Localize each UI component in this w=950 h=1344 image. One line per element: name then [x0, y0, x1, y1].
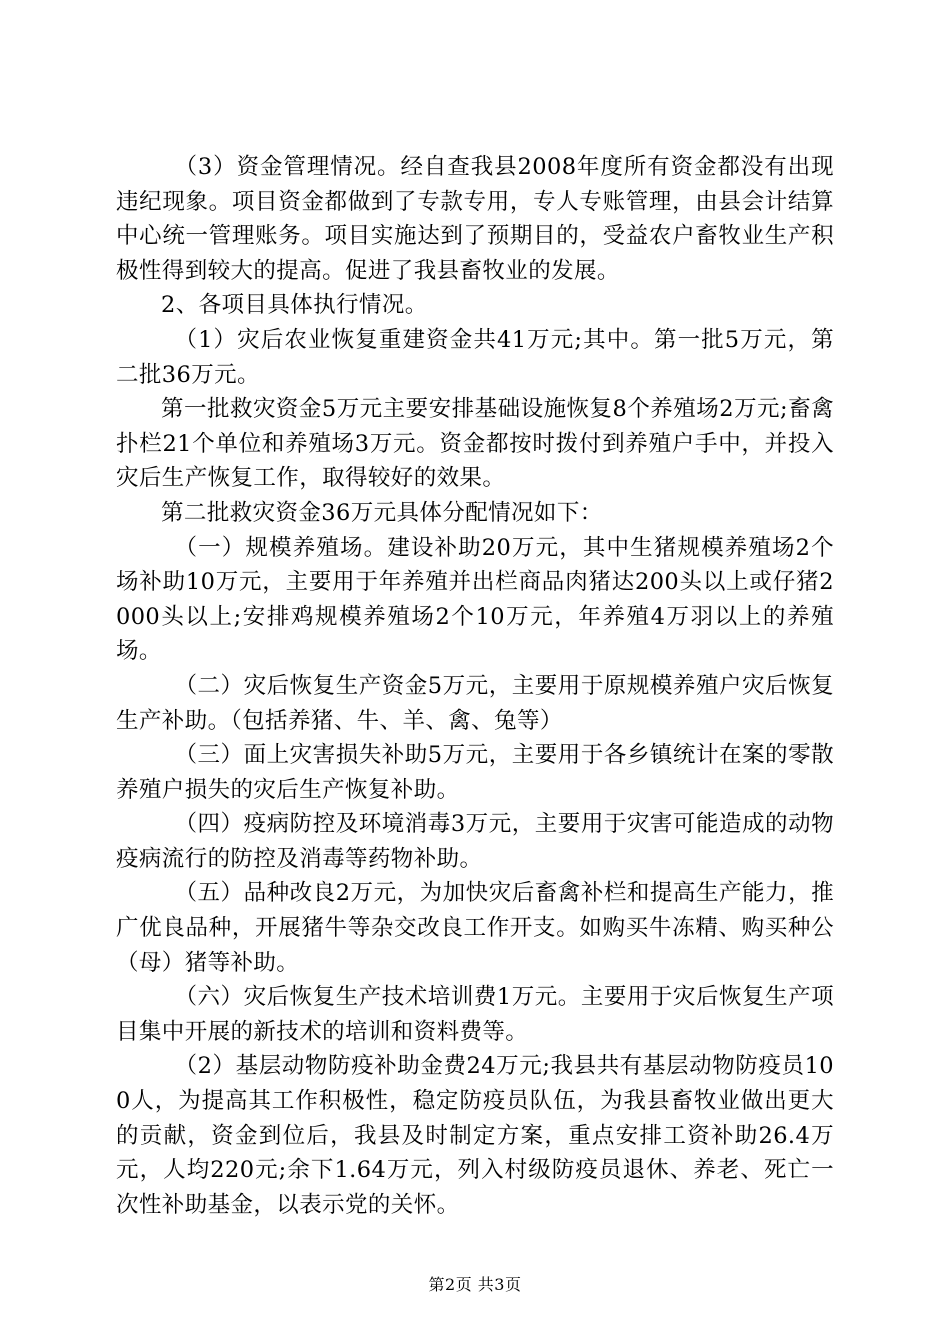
page-footer: 第2页 共3页: [428, 1275, 522, 1294]
paragraph-item-6-training: （六）灾后恢复生产技术培训费1万元。主要用于灾后恢复生产项目集中开展的新技术的培训和资料费等。: [116, 984, 834, 1045]
document-body: [116, 150, 834, 1222]
paragraph-item-3-loss-subsidy: （三）面上灾害损失补助5万元，主要用于各乡镇统计在案的零散养殖户损失的灾后生产恢复补助。: [116, 742, 834, 803]
paragraph-item-2-recovery-funds: （二）灾后恢复生产资金5万元，主要用于原规模养殖户灾后恢复生产补助。（包括养猪、牛、羊、禽、兔等）: [116, 672, 834, 734]
paragraph-item-4-disease-control: （四）疫病防控及环境消毒3万元，主要用于灾害可能造成的动物疫病流行的防控及消毒等药物补助。: [116, 811, 834, 872]
paragraph-fund-management: （3）资金管理情况。经自查我县2008年度所有资金都没有出现违纪现象。项目资金都做到了专款专用，专人专账管理，由县会计结算中心统一管理账务。项目实施达到了预期目的，受益农户畜牧业生产积极性得到较大的提高。促进了我县畜牧业的发展。: [116, 154, 834, 284]
paragraph-reconstruction-funds: （1）灾后农业恢复重建资金共41万元;其中。第一批5万元，第二批36万元。: [116, 326, 834, 388]
paragraph-item-1-scale-farms: （一）规模养殖场。建设补助20万元，其中生猪规模养殖场2个场补助10万元，主要用于年养殖并出栏商品肉猪达200头以上或仔猪2000头以上;安排鸡规模养殖场2个10万元，年养殖4万羽以上的养殖场。: [116, 534, 834, 665]
paragraph-second-batch-intro: 第二批救灾资金36万元具体分配情况如下：: [161, 499, 603, 526]
paragraph-item-5-breed-improvement: （五）品种改良2万元，为加快灾后畜禽补栏和提高生产能力，推广优良品种，开展猪牛等杂交改良工作开支。如购买牛冻精、购买种公（母）猪等补助。: [116, 880, 834, 976]
paragraph-first-batch: 第一批救灾资金5万元主要安排基础设施恢复8个养殖场2万元;畜禽扑栏21个单位和养殖场3万元。资金都按时拨付到养殖户手中，并投入灾后生产恢复工作，取得较好的效果。: [116, 396, 834, 492]
paragraph-epidemic-prevention-subsidy: （2）基层动物防疫补助金费24万元;我县共有基层动物防疫员100人，为提高其工作积极性，稳定防疫员队伍，为我县畜牧业做出更大的贡献，资金到位后，我县及时制定方案，重点安排工资补助26.4万元，人均220元;余下1.64万元，列入村级防疫员退休、养老、死亡一次性补助基金，以表示党的关怀。: [116, 1053, 834, 1218]
paragraph-project-execution-heading: 2、各项目具体执行情况。: [161, 292, 428, 319]
